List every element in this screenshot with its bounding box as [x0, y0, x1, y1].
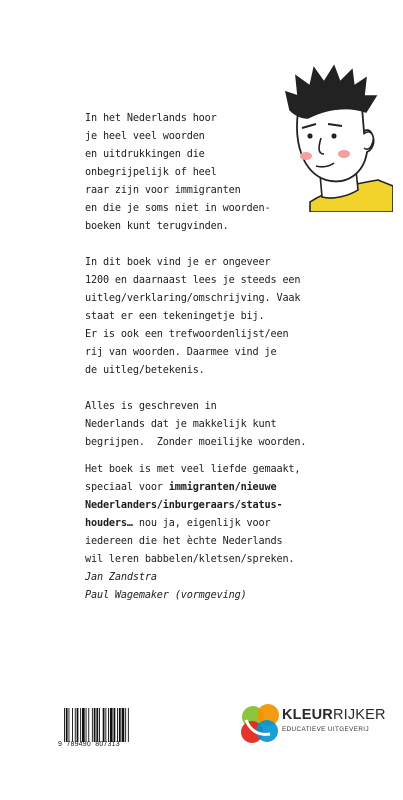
text-segment: nou ja, eigenlijk voor [132, 518, 271, 529]
text-segment: speciaal voor [85, 482, 169, 493]
text-line: iedereen die het èchte Nederlands [85, 536, 283, 547]
publisher-name-part1: KLEUR [282, 707, 333, 723]
barcode-bar [72, 708, 73, 742]
language-paragraph [85, 398, 385, 452]
isbn-digits: 9 789490 807313 [58, 741, 120, 748]
barcode-bar [82, 708, 85, 742]
count-paragraph [85, 254, 385, 326]
text-line: Er is ook een trefwoordenlijst/een [85, 329, 289, 340]
text-line: onbegrijpelijk of heel [85, 167, 217, 178]
text-line: en die je soms niet in woorden- [85, 203, 271, 214]
text-line: 1200 en daarnaast lees je steeds een [85, 275, 301, 286]
text-line: In het Nederlands hoor [85, 113, 217, 124]
barcode-bar [103, 708, 105, 742]
barcode-bar [88, 708, 89, 742]
barcode-bar [92, 708, 93, 742]
designer-credit: Paul Wagemaker (vormgeving) [85, 590, 247, 601]
barcode-bar [110, 708, 113, 742]
credits [85, 569, 385, 605]
text-line: boeken kunt terugvinden. [85, 221, 229, 232]
cartoon-boy-illustration [268, 62, 393, 212]
barcode-bar [108, 708, 109, 742]
text-line: begrijpen. Zonder moeilijke woorden. [85, 437, 307, 448]
text-line [85, 515, 385, 533]
barcode-bar [96, 708, 98, 742]
barcode-bar [86, 708, 87, 742]
text-line: uitleg/verklaring/omschrijving. Vaak [85, 293, 301, 304]
publisher-subtitle: EDUCATIEVE UITGEVERIJ [282, 726, 370, 733]
publisher-name-part2: RIJKER [332, 707, 386, 723]
barcode-bar [122, 708, 125, 742]
barcode-bar [99, 708, 100, 742]
barcode-bar [114, 708, 116, 742]
text-line: In dit boek vind je er ongeveer [85, 257, 271, 268]
publisher-name [282, 707, 386, 723]
text-line: Nederlands dat je makkelijk kunt [85, 419, 277, 430]
barcode-bar [128, 708, 129, 742]
text-line: Het boek is met veel liefde gemaakt, [85, 464, 301, 475]
barcode-bar [64, 708, 65, 742]
bold-text-segment: immigranten/nieuwe [168, 482, 277, 493]
text-line: je heel veel woorden [85, 131, 205, 142]
barcode-bar [75, 708, 76, 742]
barcode-bar [117, 708, 118, 742]
index-paragraph [85, 326, 385, 380]
barcode-bar [119, 708, 121, 742]
text-line: rij van woorden. Daarmee vind je [85, 347, 277, 358]
barcode-bar [66, 708, 68, 742]
bold-text-segment: houders… [85, 518, 133, 529]
text-line: wil leren babbelen/kletsen/spreken. [85, 554, 295, 565]
author-credit: Jan Zandstra [85, 572, 157, 583]
audience-paragraph [85, 461, 385, 569]
text-line: raar zijn voor immigranten [85, 185, 241, 196]
barcode-bar [80, 708, 81, 742]
text-line: de uitleg/betekenis. [85, 365, 205, 376]
text-line: staat er een tekeningetje bij. [85, 311, 265, 322]
text-line: en uitdrukkingen die [85, 149, 205, 160]
barcode-bar [69, 708, 70, 742]
text-line [85, 479, 385, 497]
barcode-bar [105, 708, 106, 742]
text-line: Alles is geschreven in [85, 401, 217, 412]
barcode-bar [125, 708, 126, 742]
bold-text-line: Nederlanders/inburgeraars/status- [85, 500, 283, 511]
barcode-bar [77, 708, 79, 742]
barcode-bar [94, 708, 96, 742]
kleurrijker-logo-icon [236, 700, 286, 750]
